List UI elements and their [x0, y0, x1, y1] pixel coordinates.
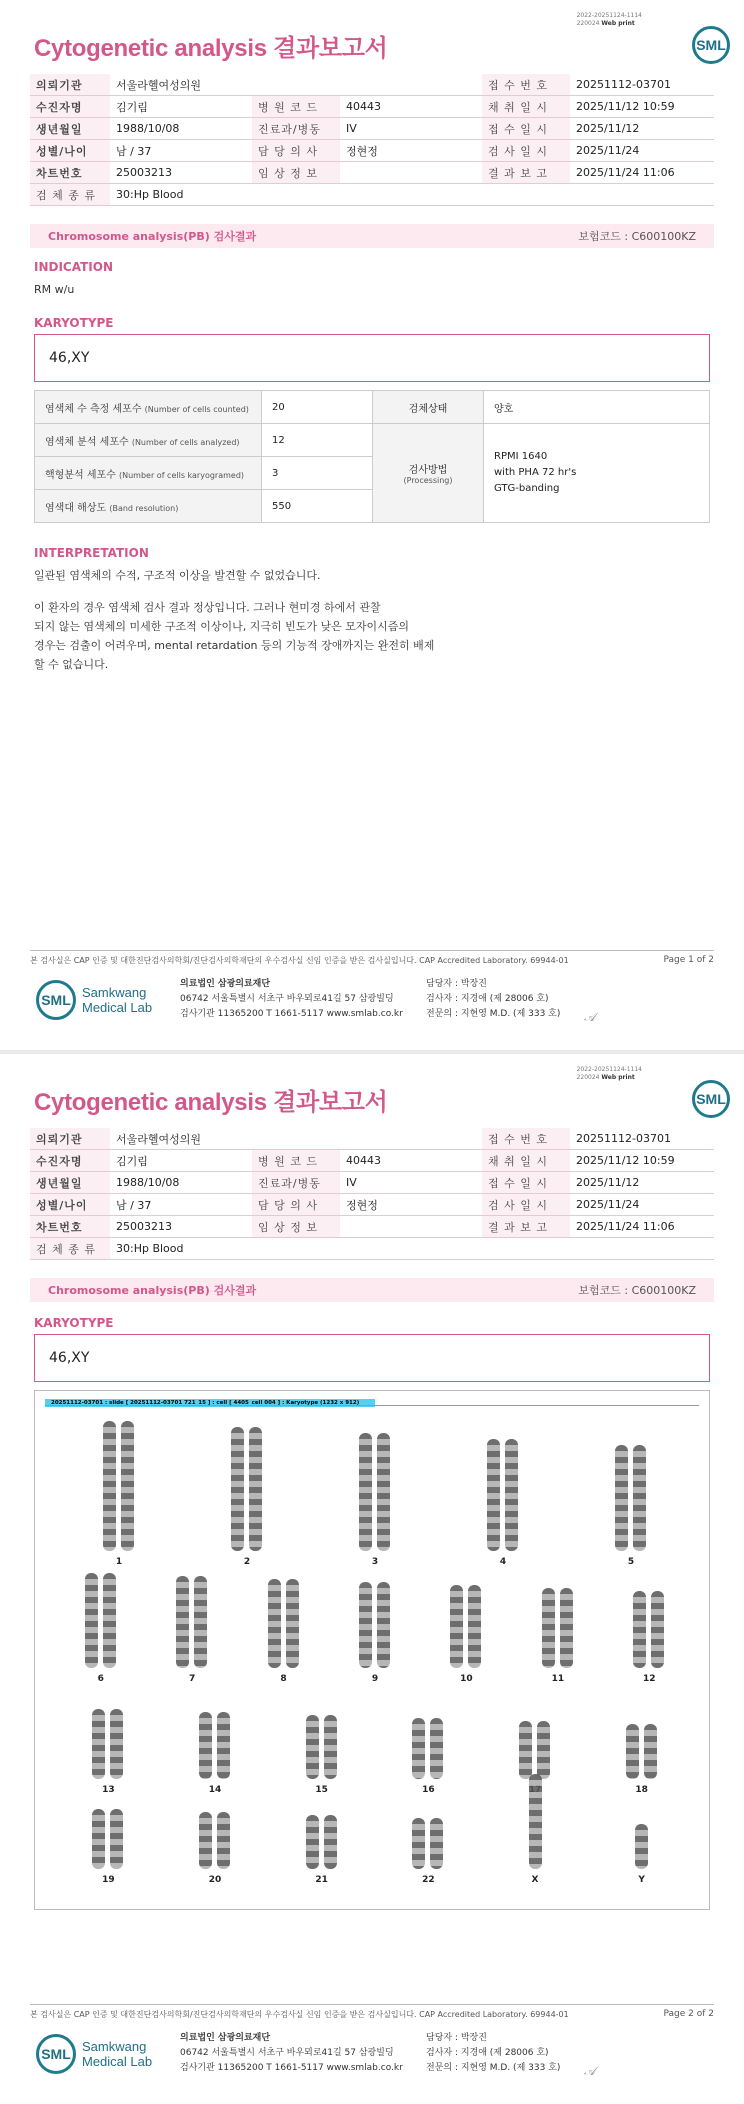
info-value: 김기림 [110, 1150, 252, 1172]
chromosome-label: 21 [315, 1875, 328, 1885]
result-label [35, 490, 262, 523]
info-value [340, 162, 482, 184]
result-label-ko: 핵형분석 세포수 [45, 469, 116, 481]
chromosome [412, 1718, 425, 1779]
signature-mark: 𝒜 [584, 2064, 596, 2078]
karyogram-rule [45, 1405, 699, 1406]
karyotype-heading: KARYOTYPE [34, 316, 114, 330]
footer-divider [30, 2004, 714, 2005]
info-label: 검 체 종 류 [30, 184, 110, 206]
chromosome-label: 14 [208, 1785, 222, 1795]
info-value: 서울라헬여성의원 [110, 1128, 252, 1150]
info-value: 2025/11/12 [570, 1172, 714, 1194]
info-value [340, 1216, 482, 1238]
result-label-ko: 염색체 수 측정 세포수 [45, 403, 142, 415]
result-label [35, 424, 262, 457]
info-label: 의뢰기관 [30, 74, 110, 96]
info-value: 25003213 [110, 1216, 252, 1238]
info-value: 김기림 [110, 96, 252, 118]
chromosome-label: 6 [97, 1674, 104, 1684]
info-label: 성별/나이 [30, 140, 110, 162]
info-value: 1988/10/08 [110, 1172, 252, 1194]
chromosome [199, 1712, 212, 1779]
info-label: 생년월일 [30, 1172, 110, 1194]
chromosome-label: 7 [189, 1674, 196, 1684]
address: 06742 서울특별시 서초구 바우뫼로41길 57 삼광빌딩 [180, 994, 394, 1004]
print-stamp [577, 1066, 642, 1082]
chromosome [487, 1439, 500, 1551]
info-label: 차트번호 [30, 162, 110, 184]
results-table [34, 390, 710, 523]
chromosome [377, 1582, 390, 1668]
chromosome [626, 1724, 639, 1779]
info-value: 30:Hp Blood [110, 1238, 252, 1260]
result-value: 550 [262, 490, 373, 523]
info-label: 진료과/병동 [252, 118, 340, 140]
info-label: 수진자명 [30, 96, 110, 118]
chromosome [377, 1433, 390, 1551]
karyotype-heading: KARYOTYPE [34, 1316, 114, 1330]
sml-logo [36, 2034, 76, 2074]
info-label: 병 원 코 드 [252, 1150, 340, 1172]
info-value: 40443 [340, 1150, 482, 1172]
info-label: 차트번호 [30, 1216, 110, 1238]
method-label-en: (Processing) [403, 476, 453, 485]
page-number: Page 1 of 2 [663, 955, 714, 965]
chromosome [268, 1579, 281, 1668]
info-value: 2025/11/24 [570, 140, 714, 162]
chromosome-label: 13 [102, 1785, 115, 1795]
result-label [35, 391, 262, 424]
section-bar [30, 224, 714, 248]
chromosome [92, 1709, 105, 1779]
footer-note: 본 검사실은 CAP 인증 및 대한진단검사의학회/진단검사의학재단의 우수검사실 신임 인증을 받은 검사실입니다. CAP Accredited Laboratory. 69944-01 [30, 2010, 569, 2019]
section-bar [30, 1278, 714, 1302]
karyotype-value: 46,XY [49, 1350, 90, 1366]
info-label: 의뢰기관 [30, 1128, 110, 1150]
indication-text: RM w/u [34, 283, 75, 296]
info-value: 20251112-03701 [570, 74, 714, 96]
chromosome [121, 1421, 134, 1551]
info-value: 30:Hp Blood [110, 184, 252, 206]
chromosome-label: Y [638, 1875, 645, 1885]
print-stamp [577, 12, 642, 28]
chromosome [306, 1715, 319, 1779]
state-value: 양호 [484, 391, 710, 424]
chromosome-label: 19 [102, 1875, 115, 1885]
interpretation-line: 이 환자의 경우 염색체 검사 결과 정상입니다. 그러나 현미경 하에서 관찰 [34, 601, 381, 614]
signature [584, 2064, 595, 2079]
chromosome [537, 1721, 550, 1779]
info-value: 2025/11/12 [570, 118, 714, 140]
footer-divider [30, 950, 714, 951]
method-value [484, 424, 710, 523]
info-label: 진료과/병동 [252, 1172, 340, 1194]
staff-line: 전문의 : 지현영 M.D. (제 333 호) [426, 1009, 561, 1019]
method-line: GTG-banding [494, 483, 560, 494]
chromosome [231, 1427, 244, 1551]
result-value: 12 [262, 424, 373, 457]
result-label-en: (Number of cells analyzed) [131, 437, 240, 447]
chromosome-label: 16 [422, 1785, 435, 1795]
sml-logo [692, 1080, 730, 1118]
interpretation-line: 경우는 검출이 어려우며, mental retardation 등의 기능적 장애까지는 완전히 배제 [34, 639, 435, 652]
chromosome [286, 1579, 299, 1668]
report-title: Cytogenetic analysis 결과보고서 [34, 35, 388, 62]
result-label-en: (Number of cells karyogramed) [119, 470, 245, 480]
info-label: 담 당 의 사 [252, 140, 340, 162]
chromosome [542, 1588, 555, 1668]
method-line: RPMI 1640 [494, 451, 548, 462]
footer-staff [426, 2031, 560, 2076]
interpretation-paragraph [34, 598, 434, 674]
section-title: Chromosome analysis(PB) 검사결과 [48, 230, 257, 243]
info-value: 20251112-03701 [570, 1128, 714, 1150]
insurance-code: 보험코드 : C600100KZ [578, 230, 696, 243]
footer-note: 본 검사실은 CAP 인증 및 대한진단검사의학회/진단검사의학재단의 우수검사실 신임 인증을 받은 검사실입니다. CAP Accredited Laboratory. 69944-01 [30, 956, 569, 965]
info-value: 2025/11/12 10:59 [570, 1150, 714, 1172]
method-line: with PHA 72 hr's [494, 467, 577, 478]
info-label: 임 상 정 보 [252, 162, 340, 184]
chromosome-label: 2 [243, 1557, 251, 1567]
signature-mark: 𝒜 [584, 1010, 596, 1024]
footer-logo [36, 980, 152, 1020]
logo-text: SML [41, 2046, 71, 2062]
result-value: 20 [262, 391, 373, 424]
chromosome-label: 8 [280, 1674, 287, 1684]
stamp-line: 220024 [576, 20, 600, 27]
info-label: 접 수 일 시 [482, 1172, 570, 1194]
interpretation-line: 되지 않는 염색체의 미세한 구조적 이상이나, 지극히 빈도가 낮은 모자이시즘의 [34, 620, 409, 633]
chromosome [468, 1585, 481, 1668]
info-value: 2025/11/12 10:59 [570, 96, 714, 118]
info-label: 성별/나이 [30, 1194, 110, 1216]
chromosome-label: X [531, 1875, 539, 1885]
insurance-code: 보험코드 : C600100KZ [578, 1284, 696, 1297]
info-value: 2025/11/24 [570, 1194, 714, 1216]
lab-name: Samkwang [82, 2039, 147, 2054]
chromosome [176, 1576, 189, 1668]
chromosome [635, 1824, 648, 1869]
info-value: IV [340, 1172, 482, 1194]
info-value: 남 / 37 [110, 140, 252, 162]
address: 06742 서울특별시 서초구 바우뫼로41길 57 삼광빌딩 [180, 2048, 394, 2058]
result-value: 3 [262, 457, 373, 490]
info-value: 1988/10/08 [110, 118, 252, 140]
chromosome [85, 1573, 98, 1668]
info-label: 생년월일 [30, 118, 110, 140]
report-title: Cytogenetic analysis 결과보고서 [34, 1089, 388, 1116]
info-value: 40443 [340, 96, 482, 118]
info-value: 2025/11/24 11:06 [570, 1216, 714, 1238]
chromosome [519, 1721, 532, 1779]
info-label: 검 사 일 시 [482, 140, 570, 162]
info-label: 임 상 정 보 [252, 1216, 340, 1238]
chromosome [412, 1818, 425, 1869]
chromosome [505, 1439, 518, 1551]
info-value: 서울라헬여성의원 [110, 74, 252, 96]
info-value: 25003213 [110, 162, 252, 184]
report-page-1 [0, 0, 744, 1050]
interpretation-line: 할 수 없습니다. [34, 658, 109, 671]
method-label-ko: 검사방법 [408, 465, 448, 476]
method-label [373, 424, 484, 523]
chromosome-label: 22 [422, 1875, 435, 1885]
chromosome [217, 1712, 230, 1779]
info-label: 결 과 보 고 [482, 1216, 570, 1238]
info-label: 담 당 의 사 [252, 1194, 340, 1216]
chromosome [110, 1809, 123, 1869]
staff-line: 전문의 : 지현영 M.D. (제 333 호) [426, 2063, 561, 2073]
contact: 검사기관 11365200 T 1661-5117 www.smlab.co.kr [180, 1009, 403, 1019]
karyogram-image [34, 1390, 710, 1910]
lab-name: Medical Lab [82, 1000, 153, 1015]
org-name: 의료법인 삼광의료재단 [180, 2033, 271, 2043]
chromosome-label: 10 [460, 1674, 473, 1684]
result-label-ko: 염색대 해상도 [45, 502, 107, 514]
indication-heading: INDICATION [34, 260, 113, 274]
chromosome-label: 9 [371, 1674, 379, 1684]
org-name: 의료법인 삼광의료재단 [180, 979, 271, 989]
chromosome [306, 1815, 319, 1869]
chromosome [633, 1591, 646, 1668]
karyotype-value: 46,XY [49, 350, 90, 366]
chromosome [560, 1588, 573, 1668]
info-label: 채 취 일 시 [482, 96, 570, 118]
chromosome-label: 20 [208, 1875, 222, 1885]
chromosome [644, 1724, 657, 1779]
contact: 검사기관 11365200 T 1661-5117 www.smlab.co.kr [180, 2063, 403, 2073]
result-label-en: (Number of cells counted) [144, 404, 249, 414]
result-label [35, 457, 262, 490]
chromosome-label: 15 [315, 1785, 328, 1795]
chromosome [249, 1427, 262, 1551]
page-number: Page 2 of 2 [663, 2009, 714, 2019]
chromosome [103, 1573, 116, 1668]
chromosome [450, 1585, 463, 1668]
stamp-line: 220024 [576, 1074, 600, 1081]
lab-name: Medical Lab [82, 2054, 153, 2069]
sml-logo [692, 26, 730, 64]
chromosome-label: 3 [371, 1557, 379, 1567]
stamp-line: 2022-20251124-1114 [576, 12, 642, 19]
staff-line: 검사자 : 지경애 (제 28006 호) [426, 2048, 549, 2058]
info-label: 수진자명 [30, 1150, 110, 1172]
chromosome [199, 1812, 212, 1869]
staff-line: 검사자 : 지경애 (제 28006 호) [426, 994, 549, 1004]
footer-logo [36, 2034, 152, 2074]
chromosome-label: 18 [635, 1785, 648, 1795]
chromosome [615, 1445, 628, 1551]
karyotype-box [34, 334, 710, 382]
chromosome-label: 5 [627, 1557, 635, 1567]
result-label-ko: 염색체 분석 세포수 [45, 436, 129, 448]
info-value: 정현정 [340, 140, 482, 162]
result-label-en: (Band resolution) [109, 503, 179, 513]
signature [584, 1010, 595, 1025]
staff-line: 담당자 : 박장진 [426, 2033, 487, 2043]
info-value: 2025/11/24 11:06 [570, 162, 714, 184]
logo-text: SML [696, 37, 726, 53]
state-label: 검체상태 [373, 391, 484, 424]
chromosome [430, 1818, 443, 1869]
info-label: 병 원 코 드 [252, 96, 340, 118]
stamp-print: Web print [601, 20, 635, 27]
chromosome [651, 1591, 664, 1668]
section-title: Chromosome analysis(PB) 검사결과 [48, 1284, 257, 1297]
chromosome [194, 1576, 207, 1668]
info-label: 검 사 일 시 [482, 1194, 570, 1216]
info-label: 검 체 종 류 [30, 1238, 110, 1260]
chromosome [103, 1421, 116, 1551]
chromosome [324, 1815, 337, 1869]
chromosome [359, 1582, 372, 1668]
footer-address [180, 977, 403, 1022]
chromosome [217, 1812, 230, 1869]
logo-text: SML [696, 1091, 726, 1107]
patient-info-table [30, 1128, 714, 1260]
staff-line: 담당자 : 박장진 [426, 979, 487, 989]
chromosome [110, 1709, 123, 1779]
stamp-line: 2022-20251124-1114 [576, 1066, 642, 1073]
info-value: IV [340, 118, 482, 140]
info-label: 접 수 일 시 [482, 118, 570, 140]
chromosome [430, 1718, 443, 1779]
lab-name: Samkwang [82, 985, 147, 1000]
chromosome [359, 1433, 372, 1551]
karyogram-banner: 20251112-03701 : slide [ 20251112-03701 721_15 ] : cell [ 4405_cell 004 ] : Karyotype (1232 x 912) [45, 1399, 375, 1407]
chromosome-label: 4 [499, 1557, 507, 1567]
chromosome-label: 1 [115, 1557, 123, 1567]
info-value: 정현정 [340, 1194, 482, 1216]
interpretation-text: 일관된 염색체의 수적, 구조적 이상을 발견할 수 없었습니다. [34, 569, 321, 582]
interpretation-heading: INTERPRETATION [34, 546, 149, 560]
chromosome [324, 1715, 337, 1779]
chromosome-label: 12 [643, 1674, 656, 1684]
chromosome [529, 1774, 542, 1869]
chromosome [92, 1809, 105, 1869]
karyotype-box [34, 1334, 710, 1382]
chromosome-label: 11 [551, 1674, 565, 1684]
footer-staff [426, 977, 560, 1022]
sml-logo [36, 980, 76, 1020]
patient-info-table [30, 74, 714, 206]
logo-text: SML [41, 992, 71, 1008]
info-label: 결 과 보 고 [482, 162, 570, 184]
info-label: 접 수 번 호 [482, 74, 570, 96]
chromosome [633, 1445, 646, 1551]
info-value: 남 / 37 [110, 1194, 252, 1216]
info-label: 접 수 번 호 [482, 1128, 570, 1150]
stamp-print: Web print [601, 1074, 635, 1081]
info-label: 채 취 일 시 [482, 1150, 570, 1172]
footer-address [180, 2031, 403, 2076]
